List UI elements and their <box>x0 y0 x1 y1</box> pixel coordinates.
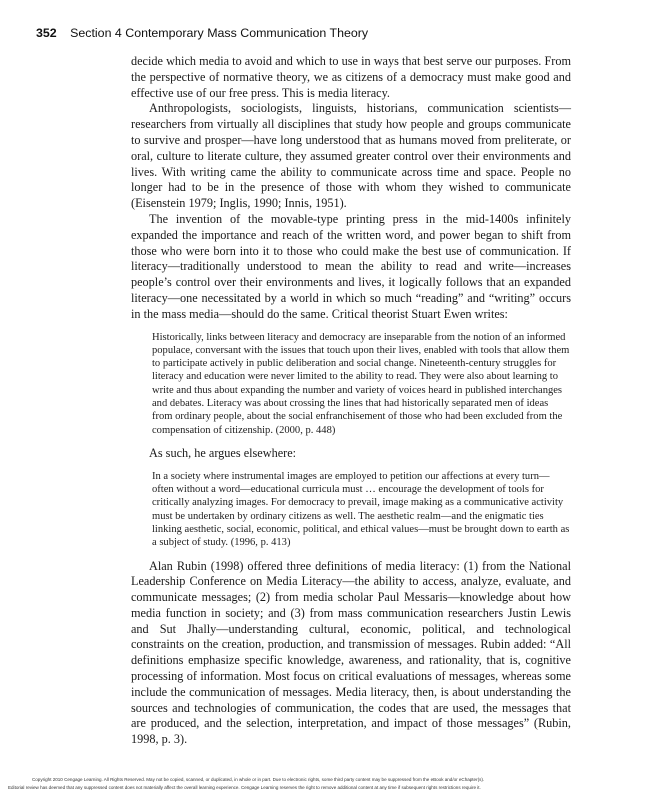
paragraph-rubin: Alan Rubin (1998) offered three definitions of media literacy: (1) from the National Leadership Conference on Media Literacy—the ability to access, analyze, evaluate, and communicate messages; (2) from media scholar Paul Messaris—knowledge about how media function in society; and (3) from mass communication researchers Justin Lewis and Sut Jhally—understanding cultural, economic, political, and technological constraints on the creation, production, and transmission of messages. Rubin added: “All definitions emphasize specific knowledge, awareness, and rationality, that is, cognitive processing of information. Most focus on critical evaluations of messages, whereas some include the communication of messages. Media literacy, then, is about understanding the sources and technologies of communication, the codes that are used, the messages that are produced, and the selection, interpretation, and impact of those messages” (Rubin, 1998, p. 3). <box>131 558 571 747</box>
footer-line-2: Editorial review has deemed that any suppressed content does not materially affect the overall learning experience. Cengage Learning reserves the right to remove additional content at any time if subsequent rights restrictions require it. <box>8 785 481 790</box>
footer-line-1: Copyright 2010 Cengage Learning. All Rights Reserved. May not be copied, scanned, or duplicated, in whole or in part. Due to electronic rights, some third party content may be suppressed from the eBook and/or eChapter(s). <box>32 777 485 782</box>
body-text <box>131 54 571 748</box>
running-title: Section 4 Contemporary Mass Communication Theory <box>70 26 369 40</box>
paragraph-as-such: As such, he argues elsewhere: <box>149 445 297 460</box>
page-number: 352 <box>36 26 57 40</box>
block-quote-ewen-1996: In a society where instrumental images are employed to petition our affections at every turn—often without a word—educational curricula must … encourage the development of tools for critically analyzing images. For democracy to prevail, image making as a communicative activity must be undertaken by ordinary citizens as well. The aesthetic realm—and the enigmatic ties linking aesthetic, social, economic, political, and ethical values—must be brought down to earth as a subject of study. (1996, p. 413) <box>152 470 570 549</box>
block-quote-ewen-2000: Historically, links between literacy and democracy are inseparable from the notion of an informed populace, conversant with the issues that touch upon their lives, enabled with tools that allow them to participate actively in public deliberation and social change. Nineteenth-century struggles for literacy and education were never limited to the ability to read. They were also about learning to write and thus about expanding the number and variety of voices heard in published interchanges and debates. Literacy was about crossing the lines that had historically separated men of ideas from ordinary people, about the social enfranchisement of those who had been excluded from the compensation of citizenship. (2000, p. 448) <box>152 331 570 436</box>
paragraph-printing-press: The invention of the movable-type printing press in the mid-1400s infinitely expanded the importance and reach of the written word, and power began to shift from those who were born into it to those who could make the best use of communication. If literacy—traditionally understood to mean the ability to read and write—increases people’s control over their environments and lives, it logically follows that an expanded literacy—one necessitated by a world in which so much “reading” and “writing” occurs in the mass media—should do the same. Critical theorist Stuart Ewen writes: <box>131 211 571 321</box>
copyright-footer <box>8 776 638 792</box>
paragraph-anthropologists: Anthropologists, sociologists, linguists, historians, communication scientists—researchers from virtually all disciplines that study how people and groups communicate to survive and prosper—have long understood that as humans moved from preliterate, or oral, culture to literate culture, they assumed greater control over their environments and lives. With writing came the ability to communicate across time and space. People no longer had to be in the presence of those with whom they wished to communicate (Eisenstein 1979; Inglis, 1990; Innis, 1951). <box>131 101 571 211</box>
paragraph-continued: decide which media to avoid and which to use in ways that best serve our purposes. From the perspective of normative theory, we as citizens of a democracy must make good and effective use of our free press. This is media literacy. <box>131 54 571 100</box>
running-header <box>36 26 616 40</box>
